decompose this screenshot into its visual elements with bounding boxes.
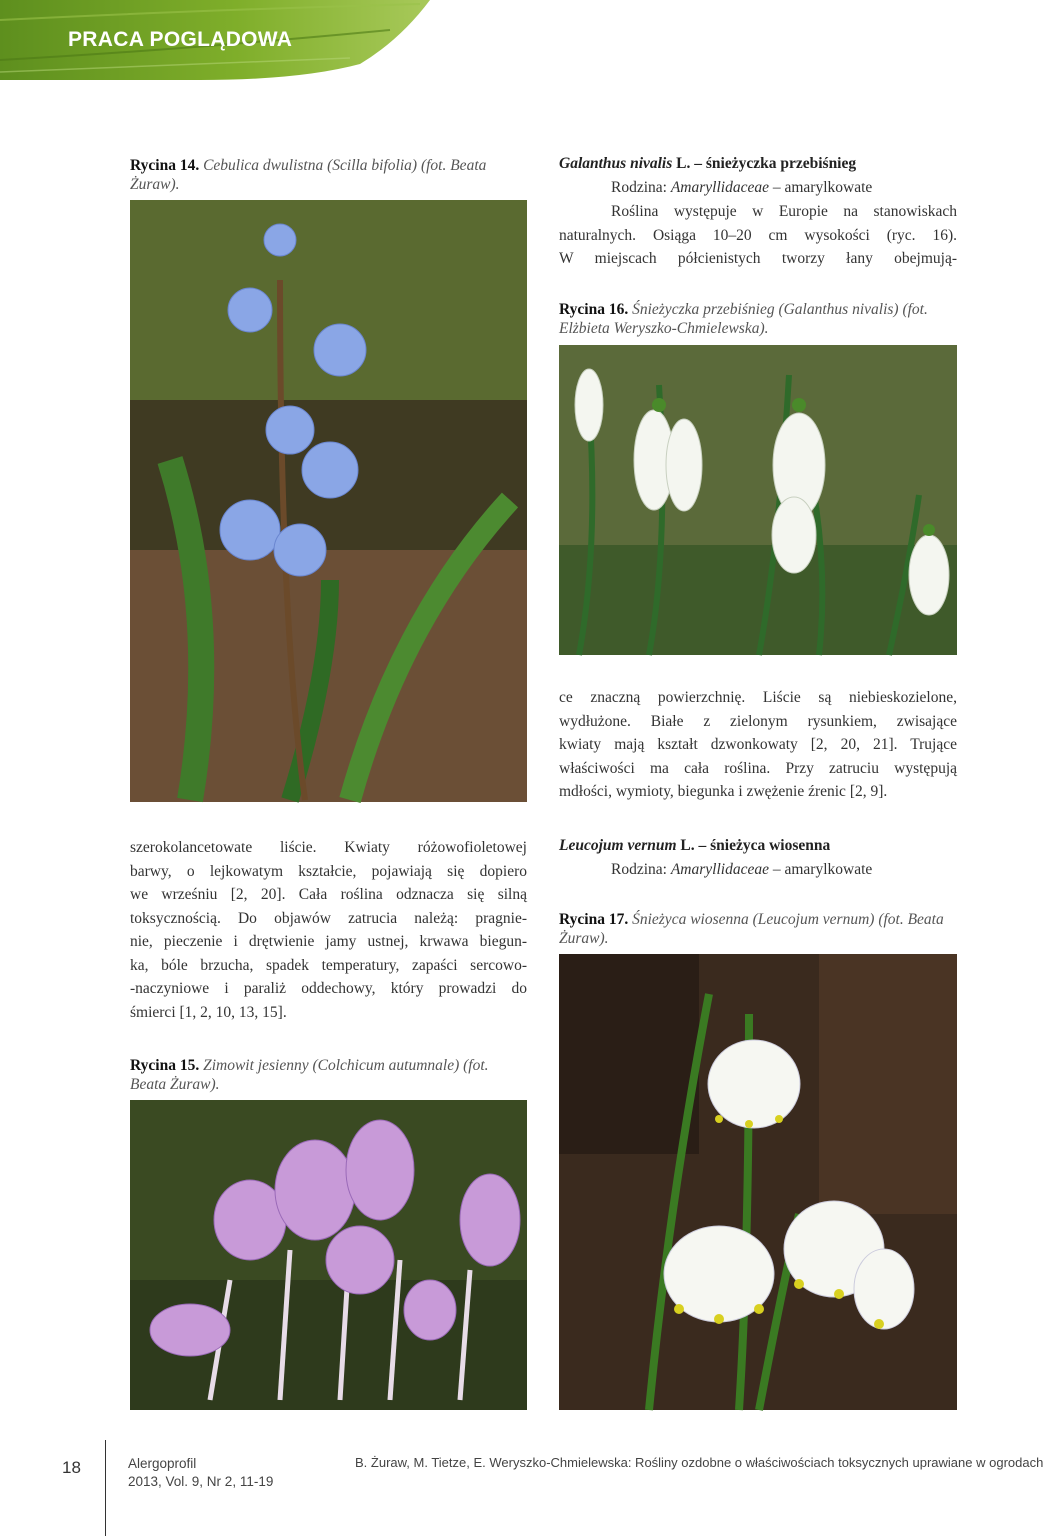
section-title: PRACA POGLĄDOWA xyxy=(68,28,293,51)
figure-16-caption xyxy=(559,300,957,338)
text-line: ka, bóle brzucha, spadek temperatury, zapaści sercowo- xyxy=(130,956,527,974)
text-line: we wrześniu [2, 20]. Cała roślina odznacza się silną xyxy=(130,886,527,903)
text-line: kwiaty mają kształt dzwonkowaty [2, 20, 21]. Trujące xyxy=(559,736,957,753)
galanthus-heading xyxy=(559,152,957,176)
leucojum-latin: Leucojum vernum xyxy=(559,837,677,854)
galanthus-family xyxy=(611,179,872,197)
text-line: -naczyniowe i paraliż oddechowy, który prowadzi do xyxy=(130,980,527,997)
figure-16-text: Śnieżyczka przebiśnieg (Galanthus nivalis) (fot. Elżbieta Weryszko-Chmielewska). xyxy=(559,301,928,337)
figure-17-caption xyxy=(559,910,957,948)
leucojum-common: śnieżyca wiosenna xyxy=(710,837,831,854)
text-line: toksycznością. Do objawów zatrucia należą: pragnie- xyxy=(130,909,527,927)
family-prefix: Rodzina: xyxy=(611,861,667,878)
family-polish: – amarylkowate xyxy=(772,861,873,878)
text-line: szerokolancetowate liście. Kwiaty różowofioletowej xyxy=(130,839,527,856)
text-line: wydłużone. Białe z zielonym rysunkiem, zwisające xyxy=(559,712,957,730)
footer-running-title: B. Żuraw, M. Tietze, E. Weryszko-Chmielewska: Rośliny ozdobne o właściwościach toksycznych uprawiane w ogrodach xyxy=(355,1455,1043,1470)
leucojum-family xyxy=(611,861,872,879)
text-line: barwy, o lejkowatym kształcie, pojawiają się dopiero xyxy=(130,862,527,880)
galanthus-text xyxy=(559,200,957,271)
family-latin: Amaryllidaceae xyxy=(670,179,769,196)
galanthus-author: L. – xyxy=(676,155,702,172)
text-line: W miejscach półcienistych tworzy łany obejmują- xyxy=(559,250,957,267)
text-line: naturalnych. Osiąga 10–20 cm wysokości (ryc. 16). xyxy=(559,226,957,244)
figure-15-caption xyxy=(130,1056,525,1094)
figure-16-label: Rycina 16. xyxy=(559,301,629,318)
footer-journal xyxy=(128,1455,273,1491)
journal-issue: 2013, Vol. 9, Nr 2, 11-19 xyxy=(128,1474,274,1489)
figure-14-text: Cebulica dwulistna (Scilla bifolia) (fot. Beata Żuraw). xyxy=(130,157,487,193)
text-line: ce znaczną powierzchnię. Liście są niebieskozielone, xyxy=(559,689,957,706)
family-latin: Amaryllidaceae xyxy=(670,861,769,878)
text-line: nie, pieczenie i drętwienie jamy ustnej, krwawa biegun- xyxy=(130,933,527,950)
family-polish: – amarylkowate xyxy=(772,179,873,196)
journal-name: Alergoprofil xyxy=(128,1456,197,1471)
figure-17-text: Śnieżyca wiosenna (Leucojum vernum) (fot. Beata Żuraw). xyxy=(559,911,944,947)
page-number: 18 xyxy=(62,1458,81,1477)
galanthus-latin: Galanthus nivalis xyxy=(559,155,673,172)
figure-17-photo xyxy=(559,954,957,1410)
colchicum-text xyxy=(130,836,527,1024)
text-line: mdłości, wymioty, biegunka i zwężenie źrenic [2, 9]. xyxy=(559,783,888,800)
figure-14-photo xyxy=(130,200,527,802)
figure-15-text: Zimowit jesienny (Colchicum autumnale) (fot. Beata Żuraw). xyxy=(130,1057,489,1093)
figure-15-label: Rycina 15. xyxy=(130,1057,200,1074)
footer-divider xyxy=(105,1440,106,1536)
family-prefix: Rodzina: xyxy=(611,179,667,196)
figure-14-caption xyxy=(130,156,525,194)
leucojum-author: L. – xyxy=(680,837,707,854)
text-line: śmierci [1, 2, 10, 13, 15]. xyxy=(130,1003,287,1021)
galanthus-text-continued xyxy=(559,686,957,804)
figure-17-label: Rycina 17. xyxy=(559,911,629,928)
text-line: Roślina występuje w Europie na stanowiskach xyxy=(611,203,957,220)
galanthus-common: śnieżyczka przebiśnieg xyxy=(705,155,857,172)
leucojum-heading xyxy=(559,834,957,858)
figure-14-label: Rycina 14. xyxy=(130,157,200,174)
figure-15-photo xyxy=(130,1100,527,1410)
figure-16-photo xyxy=(559,345,957,655)
text-line: właściwości ma cała roślina. Przy zatruciu występują xyxy=(559,759,957,777)
section-banner xyxy=(0,0,430,82)
